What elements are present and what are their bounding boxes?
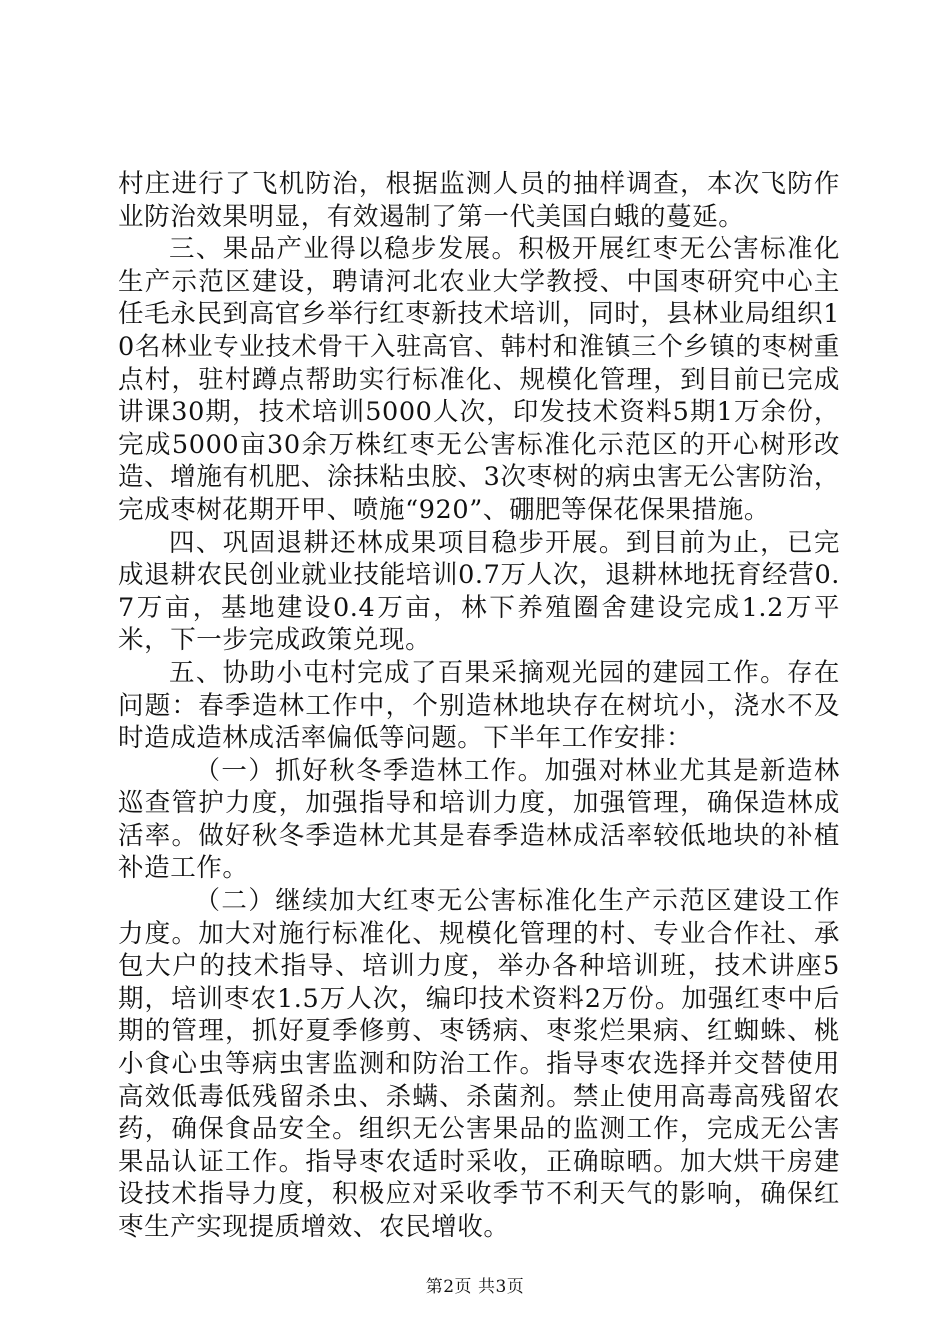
page-number-footer: 第2页 共3页 [425,1277,525,1297]
paragraph-returning-farmland: 四、巩固退耕还林成果项目稳步开展。到目前为止，已完成退耕农民创业就业技能培训0.7万人次，退耕林地抚育经营0.7万亩，基地建设0.4万亩，林下养殖圈舍建设完成1.2万平米，下一步完成政策兑现。 [118,527,840,656]
paragraph-autumn-afforestation: （一）抓好秋冬季造林工作。加强对林业尤其是新造林巡查管护力度，加强指导和培训力度，加强管理，确保造林成活率。做好秋冬季造林尤其是春季造林成活率较低地块的补植补造工作。 [118,755,840,884]
document-body [118,168,840,1244]
paragraph-fruit-industry: 三、果品产业得以稳步发展。积极开展红枣无公害标准化生产示范区建设，聘请河北农业大学教授、中国枣研究中心主任毛永民到高官乡举行红枣新技术培训，同时，县林业局组织10名林业专业技术骨干入驻高官、韩村和淮镇三个乡镇的枣树重点村，驻村蹲点帮助实行标准化、规模化管理，到目前已完成讲课30期，技术培训5000人次，印发技术资料5期1万余份，完成5000亩30余万株红枣无公害标准化示范区的开心树形改造、增施有机肥、涂抹粘虫胶、3次枣树的病虫害无公害防治，完成枣树花期开甲、喷施“920”、硼肥等保花保果措施。 [118,234,840,525]
paragraph-continued: 村庄进行了飞机防治，根据监测人员的抽样调查，本次飞防作业防治效果明显，有效遏制了第一代美国白蛾的蔓延。 [118,169,840,232]
paragraph-jujube-demo-zone: （二）继续加大红枣无公害标准化生产示范区建设工作力度。加大对施行标准化、规模化管理的村、专业合作社、承包大户的技术指导、培训力度，举办各种培训班，技术讲座5期，培训枣农1.5万人次，编印技术资料2万份。加强红枣中后期的管理，抓好夏季修剪、枣锈病、枣浆烂果病、红蜘蛛、桃小食心虫等病虫害监测和防治工作。指导枣农选择并交替使用高效低毒低残留杀虫、杀螨、杀菌剂。禁止使用高毒高残留农药，确保食品安全。组织无公害果品的监测工作，完成无公害果品认证工作。指导枣农适时采收，正确晾晒。加大烘干房建设技术指导力度，积极应对采收季节不利天气的影响，确保红枣生产实现提质增效、农民增收。 [118,886,840,1242]
paragraph-orchard-and-issues: 五、协助小屯村完成了百果采摘观光园的建园工作。存在问题：春季造林工作中，个别造林地块存在树坑小，浇水不及时造成造林成活率偏低等问题。下半年工作安排： [118,657,840,754]
